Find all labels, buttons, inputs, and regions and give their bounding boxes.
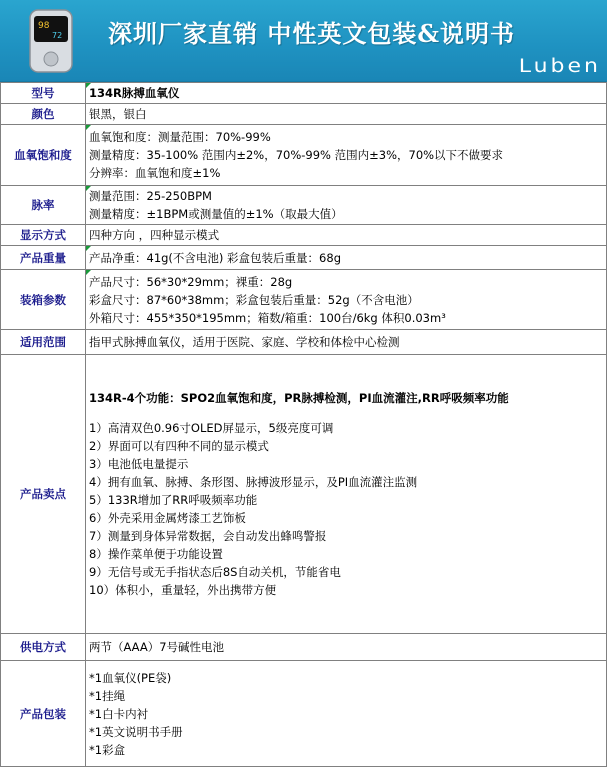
row-display (1, 225, 607, 246)
value-model (86, 83, 607, 104)
label-package: 产品包装 (1, 661, 86, 767)
label-packing: 装箱参数 (1, 270, 86, 330)
feature-item: 2）界面可以有四种不同的显示模式 (89, 439, 269, 453)
package-item: *1挂绳 (89, 688, 126, 703)
row-weight (1, 246, 607, 270)
oximeter-device-image (26, 6, 76, 76)
pulse-line: 测量范围：25-250BPM (89, 189, 212, 203)
row-features (1, 355, 607, 634)
spo2-line: 分辨率：血氧饱和度±1% (89, 166, 221, 180)
value-features (86, 355, 607, 634)
row-pulse (1, 186, 607, 225)
feature-item: 9）无信号或无手指状态后8S自动关机，节能省电 (89, 565, 341, 579)
value-pulse (86, 186, 607, 225)
features-intro: 134R-4个功能：SPO2血氧饱和度，PR脉搏检测，PI血流灌注,RR呼吸频率功能 (89, 391, 509, 405)
color-line: 银黑，银白 (89, 107, 147, 121)
feature-item: 3）电池低电量提示 (89, 457, 189, 471)
spec-table (0, 82, 607, 767)
row-scope (1, 330, 607, 355)
package-item: *1白卡内衬 (89, 706, 149, 721)
display-line: 四种方向 ，四种显示模式 (89, 228, 220, 242)
label-display: 显示方式 (1, 225, 86, 246)
label-power: 供电方式 (1, 634, 86, 661)
label-weight: 产品重量 (1, 246, 86, 270)
row-color (1, 104, 607, 125)
spo2-line: 测量精度：35-100% 范围内±2%，70%-99% 范围内±3%，70%以下不做要求 (89, 148, 504, 162)
label-color: 颜色 (1, 104, 86, 125)
feature-item: 7）测量到身体异常数据，会自动发出蜂鸣警报 (89, 529, 327, 543)
packing-line: 彩盒尺寸：87*60*38mm；彩盒包装后重量：52g（不含电池） (89, 292, 419, 307)
package-item: *1彩盒 (89, 742, 126, 757)
feature-item: 4）拥有血氧、脉搏、条形图、脉搏波形显示，及PI血流灌注监测 (89, 475, 418, 489)
spo2-line: 血氧饱和度：测量范围：70%-99% (89, 130, 271, 144)
package-item: *1血氧仪(PE袋) (89, 670, 172, 685)
feature-item: 6）外壳采用金属烤漆工艺饰板 (89, 511, 246, 525)
feature-item: 5）133R增加了RR呼吸频率功能 (89, 493, 258, 507)
pulse-line: 测量精度：±1BPM或测量值的±1%（取最大值） (89, 207, 343, 221)
label-features: 产品卖点 (1, 355, 86, 634)
row-packing (1, 270, 607, 330)
device-pr-readout: 72 (52, 31, 63, 40)
label-model: 型号 (1, 83, 86, 104)
row-spo2 (1, 125, 607, 186)
value-package (86, 661, 607, 767)
package-item: *1英文说明书手册 (89, 724, 183, 739)
header-banner (0, 0, 607, 82)
value-spo2 (86, 125, 607, 186)
label-spo2: 血氧饱和度 (1, 125, 86, 186)
brand-logo: Luben (518, 55, 601, 78)
model-line: 134R脉搏血氧仪 (89, 86, 180, 100)
feature-item: 8）操作菜单便于功能设置 (89, 547, 223, 561)
feature-item: 10）体积小，重量轻，外出携带方便 (89, 583, 277, 597)
row-model (1, 83, 607, 104)
feature-item: 1）高清双色0.96寸OLED屏显示，5级亮度可调 (89, 421, 334, 435)
row-package (1, 661, 607, 767)
power-line: 两节（AAA）7号碱性电池 (89, 640, 225, 654)
device-spo2-readout: 98 (38, 21, 50, 31)
value-scope (86, 330, 607, 355)
packing-line: 外箱尺寸：455*350*195mm；箱数/箱重：100台/6kg 体积0.03m³ (89, 310, 446, 325)
banner-title: 深圳厂家直销 中性英文包装&说明书 (108, 19, 516, 48)
value-display (86, 225, 607, 246)
value-weight (86, 246, 607, 270)
value-power (86, 634, 607, 661)
value-packing (86, 270, 607, 330)
label-pulse: 脉率 (1, 186, 86, 225)
value-color (86, 104, 607, 125)
row-power (1, 634, 607, 661)
scope-line: 指甲式脉搏血氧仪，适用于医院、家庭、学校和体检中心检测 (89, 335, 400, 349)
weight-line: 产品净重：41g(不含电池) 彩盒包装后重量：68g (89, 250, 341, 265)
packing-line: 产品尺寸：56*30*29mm；裸重：28g (89, 274, 293, 289)
label-scope: 适用范围 (1, 330, 86, 355)
